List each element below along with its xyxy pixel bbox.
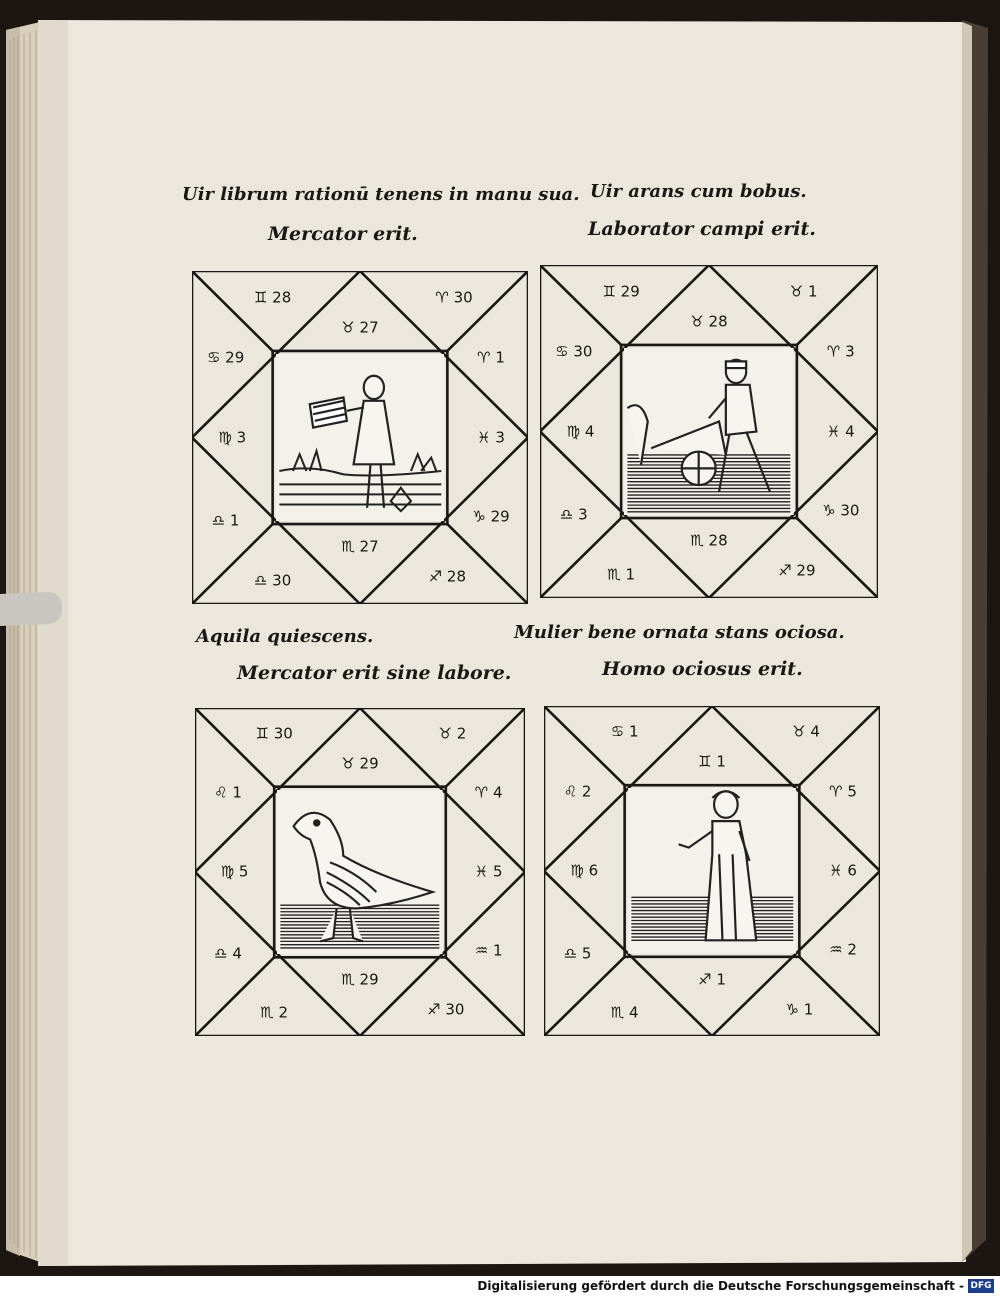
house-label: ♐ 30 bbox=[427, 1000, 465, 1019]
house-label: ♎ 1 bbox=[211, 511, 240, 530]
horoscope-chart bbox=[192, 271, 528, 604]
house-label: ♉ 1 bbox=[789, 282, 818, 301]
house-label: ♈ 3 bbox=[826, 342, 855, 361]
house-label: ♏ 27 bbox=[341, 537, 379, 556]
house-label: ♎ 3 bbox=[559, 505, 588, 524]
house-label: ♉ 4 bbox=[792, 722, 820, 741]
caption-resting-eagle: Aquila quiescens. bbox=[196, 626, 374, 647]
house-label: ♎ 5 bbox=[563, 944, 592, 962]
caption-man-with-book: Uir librum rationū tenens in manu sua. bbox=[182, 184, 580, 205]
house-label: ♈ 4 bbox=[474, 783, 503, 802]
woodcut-figure bbox=[277, 790, 443, 955]
house-label: ♈ 1 bbox=[477, 348, 505, 367]
chart-title: Laborator campi erit. bbox=[588, 218, 816, 240]
house-label: ♊ 1 bbox=[698, 752, 726, 771]
house-label: ♐ 1 bbox=[698, 970, 726, 989]
house-label: ♋ 1 bbox=[610, 722, 639, 741]
house-label: ♑ 29 bbox=[472, 507, 510, 526]
horoscope-chart bbox=[544, 706, 880, 1036]
house-label: ♏ 4 bbox=[610, 1003, 639, 1022]
house-label: ♑ 1 bbox=[785, 1000, 814, 1019]
woodcut-figure bbox=[628, 788, 797, 954]
woodcut-figure bbox=[276, 354, 445, 521]
house-label: ♋ 30 bbox=[555, 342, 593, 361]
house-label: ♐ 28 bbox=[428, 567, 467, 586]
house-label: ♓ 5 bbox=[474, 862, 503, 881]
house-label: ♉ 2 bbox=[438, 724, 467, 743]
footer-bar bbox=[0, 1276, 1000, 1296]
house-label: ♌ 1 bbox=[214, 783, 242, 802]
woodcut-figure bbox=[624, 348, 794, 515]
house-label: ♑ 30 bbox=[822, 501, 860, 520]
dfg-logo: DFG bbox=[968, 1279, 994, 1293]
house-label: ♎ 4 bbox=[214, 944, 242, 963]
house-label: ♒ 2 bbox=[829, 940, 857, 959]
house-label: ♏ 29 bbox=[341, 970, 379, 989]
house-label: ♋ 29 bbox=[206, 348, 245, 367]
house-label: ♏ 2 bbox=[260, 1003, 289, 1022]
house-label: ♈ 5 bbox=[829, 782, 857, 801]
house-label: ♓ 3 bbox=[477, 428, 505, 446]
house-label: ♉ 27 bbox=[341, 318, 379, 337]
caption-man-plowing: Uir arans cum bobus. bbox=[590, 181, 807, 202]
house-label: ♍ 5 bbox=[220, 862, 249, 881]
house-label: ♈ 30 bbox=[435, 288, 473, 307]
horoscope-chart bbox=[195, 708, 525, 1036]
chart-title: Homo ociosus erit. bbox=[602, 658, 803, 680]
house-label: ♎ 30 bbox=[253, 571, 292, 590]
house-label: ♊ 28 bbox=[253, 288, 292, 307]
chart-title: Mercator erit. bbox=[268, 223, 418, 245]
house-label: ♍ 6 bbox=[570, 861, 599, 880]
house-label: ♊ 30 bbox=[255, 724, 293, 743]
house-label: ♊ 29 bbox=[602, 282, 640, 301]
house-label: ♉ 29 bbox=[341, 754, 379, 773]
house-label: ♏ 28 bbox=[690, 531, 728, 550]
house-label: ♌ 2 bbox=[563, 782, 592, 801]
house-label: ♏ 1 bbox=[607, 565, 635, 584]
chart-title: Mercator erit sine labore. bbox=[237, 662, 512, 684]
house-label: ♍ 4 bbox=[566, 422, 595, 440]
house-label: ♒ 1 bbox=[474, 941, 503, 960]
house-label: ♉ 28 bbox=[690, 312, 728, 331]
house-label: ♐ 29 bbox=[778, 561, 816, 580]
house-label: ♓ 4 bbox=[826, 422, 855, 440]
horoscope-chart bbox=[540, 265, 878, 598]
footer-text: Digitalisierung gefördert durch die Deutsche Forschungsgemeinschaft - bbox=[477, 1279, 964, 1293]
caption-ornate-woman: Mulier bene ornata stans ociosa. bbox=[514, 622, 845, 643]
house-label: ♍ 3 bbox=[218, 428, 247, 446]
house-label: ♓ 6 bbox=[829, 861, 857, 880]
